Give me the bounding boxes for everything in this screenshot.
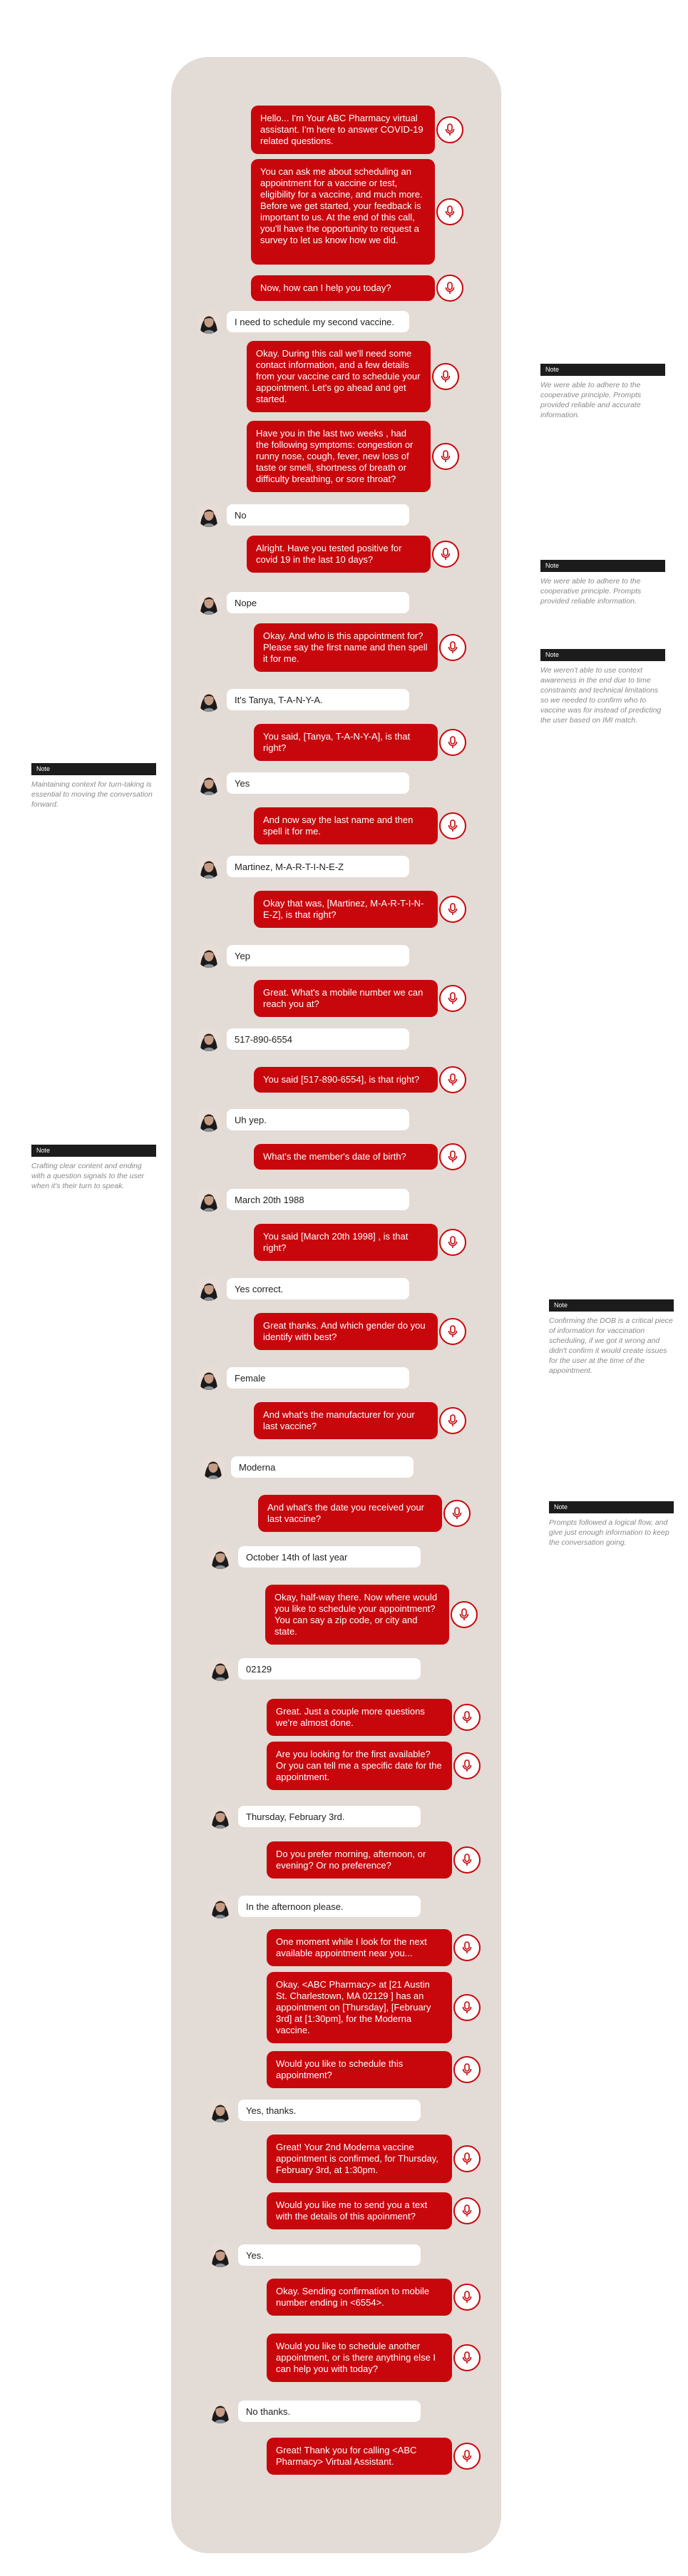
note-label: Note [540, 649, 665, 661]
microphone-icon[interactable] [439, 1143, 466, 1170]
user-message: I need to schedule my second vaccine. [227, 311, 409, 332]
user-avatar [197, 503, 221, 527]
user-avatar [197, 1108, 221, 1132]
note-label: Note [549, 1501, 674, 1513]
assistant-message: Would you like me to send you a text with the details of this apoinment? [267, 2192, 452, 2229]
microphone-icon[interactable] [453, 1752, 481, 1779]
microphone-icon[interactable] [432, 363, 459, 390]
note-label: Note [31, 763, 156, 775]
microphone-icon[interactable] [453, 1704, 481, 1731]
assistant-message: Okay. And who is this appointment for? Please say the first name and then spell it for me. [254, 623, 438, 672]
microphone-icon[interactable] [439, 634, 466, 661]
user-message: Thursday, February 3rd. [238, 1806, 421, 1827]
note-text: Confirming the DOB is a critical piece of information for vaccination scheduling, if we got it wrong and didn't confirm it would create issues for the user at the time of the appointment. [549, 1317, 673, 1375]
assistant-message: Alright. Have you tested positive for covid 19 in the last 10 days? [247, 536, 431, 573]
assistant-message: You said, [Tanya, T-A-N-Y-A], is that right? [254, 724, 438, 761]
user-message: Moderna [231, 1456, 414, 1478]
user-message: Yes correct. [227, 1278, 409, 1299]
assistant-message: Do you prefer morning, afternoon, or evening? Or no preference? [267, 1841, 452, 1879]
assistant-message: And what's the date you received your last vaccine? [258, 1495, 442, 1532]
microphone-icon[interactable] [439, 1407, 466, 1434]
user-message: No thanks. [238, 2401, 421, 2422]
user-avatar [197, 688, 221, 712]
note-label: Note [540, 364, 665, 376]
user-message: March 20th 1988 [227, 1189, 409, 1210]
annotation-note [31, 1145, 156, 1191]
annotation-note [31, 763, 156, 809]
user-avatar [208, 1804, 232, 1829]
microphone-icon[interactable] [439, 812, 466, 839]
user-message: Yes [227, 772, 409, 794]
annotation-note [549, 1501, 674, 1548]
assistant-message: Would you like to schedule another appointment, or is there anything else I can help you with today? [267, 2334, 452, 2382]
annotation-note [540, 364, 665, 420]
assistant-message: Okay. <ABC Pharmacy> at [21 Austin St. Charlestown, MA 02129 ] has an appointment on [Thursday], [February 3rd] at [1:30pm], for the Moderna vaccine. [267, 1972, 452, 2043]
user-message: Yes, thanks. [238, 2100, 421, 2121]
user-avatar [197, 944, 221, 968]
microphone-icon[interactable] [436, 198, 463, 225]
user-message: No [227, 504, 409, 526]
user-message: Yep [227, 945, 409, 966]
assistant-message: You said [March 20th 1998] , is that right? [254, 1224, 438, 1261]
note-label: Note [549, 1299, 674, 1312]
user-avatar [208, 1545, 232, 1569]
note-text: Crafting clear content and ending with a question signals to the user when it's their turn to speak. [31, 1162, 145, 1190]
assistant-message: You said [517-890-6554], is that right? [254, 1067, 438, 1093]
user-avatar [197, 854, 221, 879]
user-avatar [208, 2243, 232, 2267]
annotation-note [540, 649, 665, 725]
user-avatar [201, 1455, 225, 1479]
microphone-icon[interactable] [432, 541, 459, 568]
assistant-message: Great. Just a couple more questions we're almost done. [267, 1699, 452, 1736]
microphone-icon[interactable] [436, 116, 463, 143]
microphone-icon[interactable] [453, 2145, 481, 2172]
assistant-message: And now say the last name and then spell it for me. [254, 807, 438, 844]
user-message: October 14th of last year [238, 1546, 421, 1568]
assistant-message: And what's the manufacturer for your last vaccine? [254, 1402, 438, 1439]
microphone-icon[interactable] [436, 275, 463, 302]
note-label: Note [31, 1145, 156, 1157]
user-avatar [197, 771, 221, 795]
assistant-message: You can ask me about scheduling an appointment for a vaccine or test, eligibility for a vaccine, and much more. Before we get started, your feedback is important to us. At the end of this call, you'll have the opportunity to request a survey to let us know how we did. [251, 159, 435, 265]
user-message: 517-890-6554 [227, 1028, 409, 1050]
user-message: In the afternoon please. [238, 1896, 421, 1917]
microphone-icon[interactable] [453, 1934, 481, 1961]
assistant-message: Okay that was, [Martinez, M-A-R-T-I-N-E-Z], is that right? [254, 891, 438, 928]
user-avatar [197, 1027, 221, 1051]
user-message: It's Tanya, T-A-N-Y-A. [227, 689, 409, 710]
user-message: Female [227, 1367, 409, 1389]
microphone-icon[interactable] [453, 1994, 481, 2021]
assistant-message: Great! Thank you for calling <ABC Pharmacy> Virtual Assistant. [267, 2438, 452, 2475]
user-avatar [197, 591, 221, 615]
user-message: Uh yep. [227, 1109, 409, 1130]
annotation-note [549, 1299, 674, 1376]
microphone-icon[interactable] [453, 2056, 481, 2083]
user-avatar [208, 1657, 232, 1681]
assistant-message: Hello... I'm Your ABC Pharmacy virtual assistant. I'm here to answer COVID-19 related questions. [251, 106, 435, 154]
microphone-icon[interactable] [439, 1066, 466, 1093]
assistant-message: Okay, half-way there. Now where would you like to schedule your appointment? You can say a zip code, or city and state. [265, 1585, 449, 1645]
user-message: Martinez, M-A-R-T-I-N-E-Z [227, 856, 409, 877]
user-message: Nope [227, 592, 409, 613]
note-text: We weren't able to use context awareness in the end due to time constraints and technical limitations so we needed to confirm who to vaccine was for instead of predicting the user based on IMI match. [540, 666, 662, 725]
microphone-icon[interactable] [439, 729, 466, 756]
assistant-message: Great! Your 2nd Moderna vaccine appointment is confirmed, for Thursday, February 3rd, at 1:30pm. [267, 2135, 452, 2183]
user-avatar [208, 2399, 232, 2423]
assistant-message: Okay. During this call we'll need some contact information, and a few details from your vaccine card to schedule your appointment. Let's go ahead and get started. [247, 341, 431, 412]
assistant-message: Okay. Sending confirmation to mobile number ending in <6554>. [267, 2279, 452, 2316]
microphone-icon[interactable] [432, 443, 459, 470]
note-text: Prompts followed a logical flow, and give just enough information to keep the conversation going. [549, 1518, 669, 1547]
user-avatar [197, 310, 221, 334]
microphone-icon[interactable] [451, 1601, 478, 1628]
microphone-icon[interactable] [439, 1229, 466, 1256]
user-avatar [208, 1894, 232, 1918]
assistant-message: Would you like to schedule this appointment? [267, 2051, 452, 2088]
user-message: 02129 [238, 1658, 421, 1680]
microphone-icon[interactable] [453, 2284, 481, 2311]
note-label: Note [540, 560, 665, 572]
microphone-icon[interactable] [439, 896, 466, 923]
microphone-icon[interactable] [439, 1318, 466, 1345]
note-text: Maintaining context for turn-taking is essential to moving the conversation forward. [31, 780, 153, 809]
assistant-message: One moment while I look for the next available appointment near you... [267, 1929, 452, 1966]
user-avatar [197, 1366, 221, 1390]
assistant-message: Now, how can I help you today? [251, 275, 435, 301]
note-text: We were able to adhere to the cooperative principle. Prompts provided reliable information. [540, 577, 642, 605]
assistant-message: Have you in the last two weeks , had the following symptoms: congestion or runny nose, cough, fever, new loss of taste or smell, shortness of breath or difficulty breathing, or sore throat? [247, 421, 431, 492]
microphone-icon[interactable] [443, 1500, 471, 1527]
assistant-message: Great. What's a mobile number we can reach you at? [254, 980, 438, 1017]
annotation-note [540, 560, 665, 606]
user-avatar [208, 2098, 232, 2122]
user-avatar [197, 1277, 221, 1301]
user-message: Yes. [238, 2244, 421, 2266]
microphone-icon[interactable] [453, 2197, 481, 2224]
microphone-icon[interactable] [453, 2443, 481, 2470]
microphone-icon[interactable] [439, 985, 466, 1012]
microphone-icon[interactable] [453, 2344, 481, 2371]
assistant-message: Great thanks. And which gender do you identify with best? [254, 1313, 438, 1350]
microphone-icon[interactable] [453, 1846, 481, 1874]
assistant-message: What's the member's date of birth? [254, 1144, 438, 1170]
note-text: We were able to adhere to the cooperative principle. Prompts provided reliable and accurate information. [540, 381, 642, 419]
user-avatar [197, 1187, 221, 1212]
assistant-message: Are you looking for the first available? Or you can tell me a specific date for the appointment. [267, 1742, 452, 1790]
